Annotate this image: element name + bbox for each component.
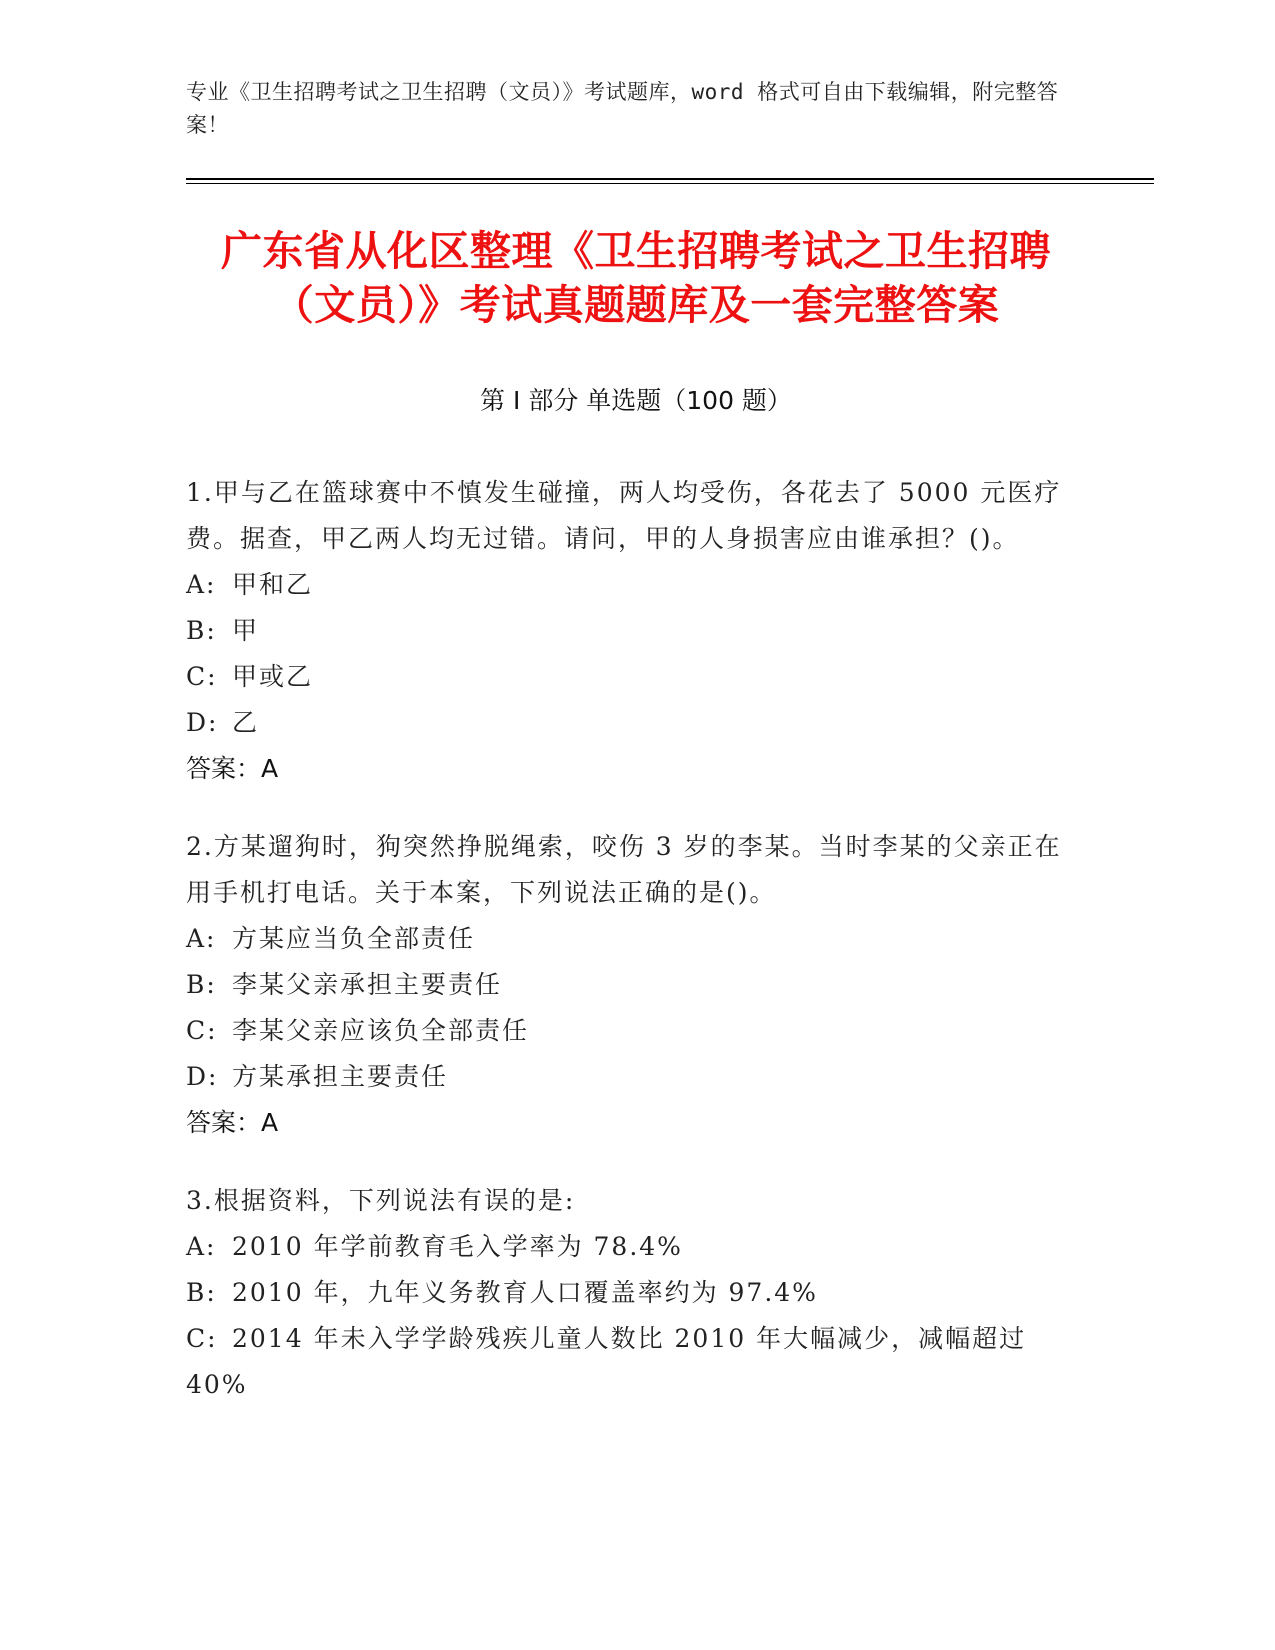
question-1	[186, 470, 1086, 792]
option-b	[186, 962, 1086, 1008]
option-b	[186, 1270, 1086, 1316]
option-c	[186, 1008, 1086, 1054]
option-text: 2010 年学前教育毛入学率为 78.4%	[232, 1232, 683, 1261]
option-a	[186, 562, 1086, 608]
question-text: 1.甲与乙在篮球赛中不慎发生碰撞，两人均受伤，各花去了 5000 元医疗费。据查，甲乙两人均无过错。请问，甲的人身损害应由谁承担？()。	[186, 478, 1062, 553]
question-list	[186, 470, 1086, 1440]
option-d	[186, 1054, 1086, 1100]
option-key: C:	[186, 662, 218, 691]
option-c	[186, 654, 1086, 700]
option-b	[186, 608, 1086, 654]
option-text: 李某父亲承担主要责任	[232, 970, 503, 999]
option-key: B:	[186, 970, 217, 999]
option-text: 2010 年，九年义务教育人口覆盖率约为 97.4%	[232, 1278, 818, 1307]
header-divider-thick	[186, 178, 1154, 180]
option-key: A:	[186, 1232, 217, 1261]
option-key: B:	[186, 616, 217, 645]
option-a	[186, 916, 1086, 962]
option-key: C:	[186, 1016, 218, 1045]
option-text: 甲或乙	[232, 662, 314, 691]
option-d	[186, 700, 1086, 746]
option-key: A:	[186, 570, 217, 599]
option-text: 甲	[232, 616, 260, 645]
section-heading: 第 I 部分 单选题（100 题）	[480, 386, 792, 415]
option-key: D:	[186, 1062, 219, 1091]
option-a	[186, 1224, 1086, 1270]
option-text: 甲和乙	[232, 570, 314, 599]
header-divider-thin	[186, 183, 1154, 184]
question-text: 3.根据资料，下列说法有误的是:	[186, 1186, 576, 1215]
option-text: 李某父亲应该负全部责任	[232, 1016, 530, 1045]
option-text: 方某应当负全部责任	[232, 924, 476, 953]
answer-line: 答案：A	[186, 754, 279, 783]
question-text: 2.方某遛狗时，狗突然挣脱绳索，咬伤 3 岁的李某。当时李某的父亲正在用手机打电话。关于本案，下列说法正确的是()。	[186, 832, 1062, 907]
option-key: A:	[186, 924, 217, 953]
question-2	[186, 824, 1086, 1146]
option-text: 方某承担主要责任	[232, 1062, 449, 1091]
question-3	[186, 1178, 1086, 1408]
header-note: 专业《卫生招聘考试之卫生招聘（文员）》考试题库，word 格式可自由下载编辑，附完整答案！	[186, 80, 1059, 137]
option-c	[186, 1316, 1086, 1408]
document-title: 广东省从化区整理《卫生招聘考试之卫生招聘（文员）》考试真题题库及一套完整答案	[221, 227, 1051, 329]
option-text: 乙	[232, 708, 260, 737]
answer-line: 答案：A	[186, 1108, 279, 1137]
option-key: C:	[186, 1324, 218, 1353]
option-text: 2014 年未入学学龄残疾儿童人数比 2010 年大幅减少，减幅超过 40%	[186, 1324, 1027, 1399]
option-key: B:	[186, 1278, 217, 1307]
option-key: D:	[186, 708, 219, 737]
